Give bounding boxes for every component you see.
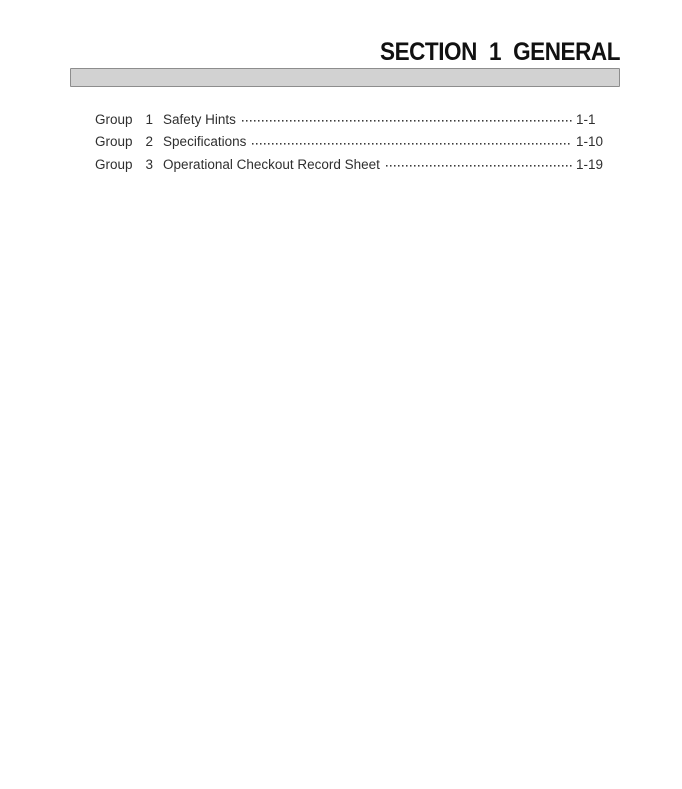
dot-leader xyxy=(242,120,572,122)
dot-leader xyxy=(386,165,572,167)
toc-entry-group-3 xyxy=(95,154,612,176)
toc-entry-title: Specifications xyxy=(163,134,247,150)
toc-group-label: Group xyxy=(95,112,133,127)
section-title: SECTION 1 GENERAL xyxy=(380,38,620,66)
toc-page-number: 1-19 xyxy=(576,156,604,172)
toc-group-label: Group xyxy=(95,134,133,150)
toc-entry-title: Operational Checkout Record Sheet xyxy=(163,156,380,172)
table-of-contents xyxy=(95,109,612,176)
toc-group-label: Group xyxy=(95,156,133,172)
section-header xyxy=(70,40,620,87)
toc-page-number: 1-10 xyxy=(576,134,604,150)
toc-entry-group-1 xyxy=(95,109,612,131)
toc-group-number: 3 xyxy=(145,156,154,172)
toc-group-number: 2 xyxy=(145,134,154,150)
toc-entry-title: Safety Hints xyxy=(163,112,236,127)
toc-page-number: 1-1 xyxy=(576,112,596,127)
toc-entry-group-2 xyxy=(95,131,612,153)
toc-group-number: 1 xyxy=(145,112,154,127)
title-underline-bar xyxy=(70,68,620,87)
dot-leader xyxy=(252,143,572,145)
